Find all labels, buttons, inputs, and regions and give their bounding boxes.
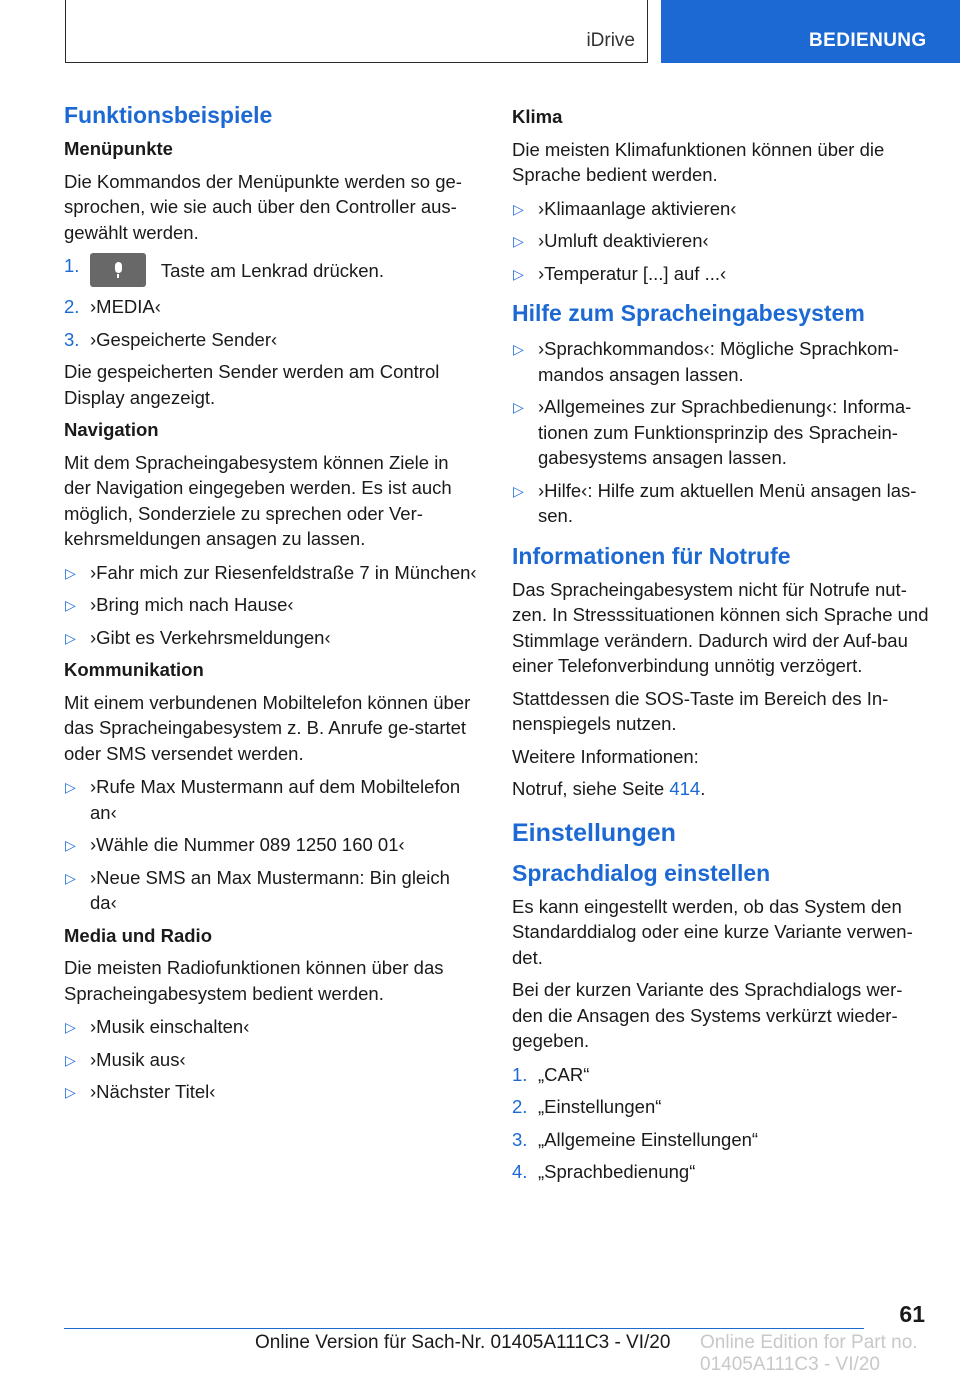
list-item <box>64 1079 479 1105</box>
numbered-list <box>512 1062 932 1185</box>
list-item-text: ›Sprachkommandos‹: Mögliche Sprachkom-mandos ansagen lassen. <box>538 338 899 385</box>
list-item <box>512 228 932 254</box>
list-item-text: ›Hilfe‹: Hilfe zum aktuellen Menü ansagen las-sen. <box>538 479 917 526</box>
triangle-bullet-icon: ▷ <box>65 1051 76 1068</box>
list-item <box>64 294 479 320</box>
paragraph: Stattdessen die SOS-Taste im Bereich des In-nenspiegels nutzen. <box>512 687 889 734</box>
chapter-title-einstellungen: Einstellungen <box>512 818 676 847</box>
list-item-text: ›Nächster Titel‹ <box>90 1081 216 1102</box>
step-number: 4. <box>512 1161 528 1182</box>
list-item-text: ›Allgemeines zur Sprachbedienung‹: Informa-tionen zum Funktionsprinzip des Sprachein-gabesystems ansagen lassen. <box>538 396 912 468</box>
triangle-bullet-icon: ▷ <box>65 564 76 581</box>
heading-navigation: Navigation <box>64 419 159 440</box>
heading-klima: Klima <box>512 106 563 127</box>
list-item <box>64 560 479 586</box>
list-item <box>512 1127 932 1153</box>
reference-text: Notruf, siehe Seite <box>512 778 665 799</box>
header-section: iDrive <box>586 30 635 51</box>
list-item-text: ›Umluft deaktivieren‹ <box>538 230 709 251</box>
header-chapter-tab[interactable]: BEDIENUNG <box>661 0 960 63</box>
triangle-bullet-icon: ▷ <box>65 629 76 646</box>
list-item-text: ›Bring mich nach Hause‹ <box>90 594 294 615</box>
section-title-funktionsbeispiele: Funktionsbeispiele <box>64 102 273 128</box>
triangle-bullet-icon: ▷ <box>65 779 76 795</box>
step-text: Taste am Lenkrad drücken. <box>160 260 384 281</box>
step-number: 1. <box>64 255 80 276</box>
step-text: „Einstellungen“ <box>538 1096 662 1117</box>
list-item <box>64 592 479 618</box>
list-item-text: ›Wähle die Nummer 089 1250 160 01‹ <box>90 834 405 855</box>
step-number: 2. <box>512 1096 528 1117</box>
section-title-notrufe: Informationen für Notrufe <box>512 542 791 569</box>
list-item <box>64 774 479 825</box>
paragraph: Bei der kurzen Variante des Sprachdialogs wer-den die Ansagen des Systems verkürzt wieder-gegeben. <box>512 979 903 1051</box>
list-item <box>64 1047 479 1073</box>
footer-divider <box>64 1328 864 1329</box>
paragraph: Weitere Informationen: <box>512 745 699 767</box>
section-title-sprachdialog: Sprachdialog einstellen <box>512 859 771 886</box>
bullet-list <box>64 1014 479 1105</box>
paragraph: Die Kommandos der Menüpunkte werden so ge-sprochen, wie sie auch über den Controller aus-gewählt werden. <box>64 170 462 243</box>
triangle-bullet-icon: ▷ <box>65 597 76 613</box>
step-text: „Allgemeine Einstellungen“ <box>538 1128 759 1150</box>
list-item-text: ›Musik aus‹ <box>90 1048 186 1070</box>
list-item <box>512 478 932 529</box>
list-item <box>64 625 479 651</box>
paragraph: Das Spracheingabesystem nicht für Notrufe nut-zen. In Stresssituationen können sich Sprache und Stimmlage verändern. Dadurch wird der Auf-bau einer Telefonverbindung unnötig verzögert. <box>512 578 929 676</box>
paragraph: Mit einem verbundenen Mobiltelefon können über das Spracheingabesystem z. B. Anrufe ge-startet oder SMS versendet werden. <box>64 691 471 764</box>
triangle-bullet-icon: ▷ <box>65 1019 76 1035</box>
footer-text: Online Version für Sach-Nr. 01405A111C3 - VI/20 <box>255 1332 671 1353</box>
heading-kommunikation: Kommunikation <box>64 659 204 680</box>
list-item <box>64 865 479 916</box>
watermark: Online Edition for Part no. 01405A111C3 - VI/20 <box>700 1332 918 1375</box>
triangle-bullet-icon: ▷ <box>513 233 524 249</box>
list-item-text: ›Gibt es Verkehrsmeldungen‹ <box>90 626 331 648</box>
list-item <box>512 261 932 287</box>
list-item <box>512 336 932 387</box>
step-text: „CAR“ <box>538 1063 590 1085</box>
page-number: 61 <box>899 1301 925 1327</box>
paragraph: Die gespeicherten Sender werden am Control Display angezeigt. <box>64 361 440 408</box>
numbered-list <box>64 253 479 352</box>
paragraph: Es kann eingestellt werden, ob das System den Standarddialog oder eine kurze Variante verwen-det. <box>512 895 913 968</box>
cross-reference <box>512 776 932 802</box>
list-item-text: ›Fahr mich zur Riesenfeldstraße 7 in München‹ <box>90 561 477 583</box>
bullet-list <box>64 560 479 651</box>
paragraph: Mit dem Spracheingabesystem können Ziele in der Navigation eingegeben werden. Es ist auch möglich, Sonderziele zu sprechen oder Ver-kehrsmeldungen ansagen zu lassen. <box>64 451 452 549</box>
list-item <box>64 327 479 353</box>
right-column <box>512 100 932 1192</box>
list-item <box>512 394 932 471</box>
heading-menuepunkte: Menüpunkte <box>64 138 173 159</box>
step-number: 3. <box>512 1128 528 1150</box>
heading-media-radio: Media und Radio <box>64 924 212 946</box>
step-text: ›Gespeicherte Sender‹ <box>90 328 278 350</box>
list-item-text: ›Klimaanlage aktivieren‹ <box>538 197 737 219</box>
triangle-bullet-icon: ▷ <box>65 837 76 853</box>
bullet-list <box>64 774 479 916</box>
left-column <box>64 100 479 1112</box>
reference-end: . <box>700 778 706 799</box>
list-item-text: ›Musik einschalten‹ <box>90 1016 250 1037</box>
list-item <box>512 1094 932 1120</box>
bullet-list <box>512 196 932 287</box>
list-item <box>64 253 479 287</box>
microphone-icon <box>90 253 146 287</box>
step-text: ›MEDIA‹ <box>90 296 161 317</box>
triangle-bullet-icon: ▷ <box>513 265 524 282</box>
list-item <box>512 196 932 222</box>
step-text: „Sprachbedienung“ <box>538 1161 696 1182</box>
paragraph: Die meisten Klimafunktionen können über die Sprache bedient werden. <box>512 138 885 185</box>
list-item <box>64 832 479 858</box>
paragraph: Die meisten Radiofunktionen können über das Spracheingabesystem bedient werden. <box>64 957 444 1004</box>
triangle-bullet-icon: ▷ <box>513 482 524 499</box>
list-item <box>64 1014 479 1040</box>
bullet-list <box>512 336 932 529</box>
triangle-bullet-icon: ▷ <box>513 200 524 217</box>
section-title-hilfe: Hilfe zum Spracheingabesystem <box>512 300 865 326</box>
step-number: 1. <box>512 1063 528 1085</box>
step-number: 2. <box>64 296 80 317</box>
triangle-bullet-icon: ▷ <box>513 341 524 357</box>
header-frame <box>65 0 648 63</box>
triangle-bullet-icon: ▷ <box>65 869 76 886</box>
list-item <box>512 1062 932 1088</box>
list-item-text: ›Temperatur [...] auf ...‹ <box>538 262 727 284</box>
triangle-bullet-icon: ▷ <box>513 399 524 415</box>
list-item <box>512 1159 932 1185</box>
list-item-text: ›Neue SMS an Max Mustermann: Bin gleich da‹ <box>90 866 450 913</box>
step-number: 3. <box>64 328 80 350</box>
triangle-bullet-icon: ▷ <box>65 1084 76 1100</box>
list-item-text: ›Rufe Max Mustermann auf dem Mobiltelefon an‹ <box>90 776 461 823</box>
page-link[interactable]: 414 <box>669 778 701 799</box>
